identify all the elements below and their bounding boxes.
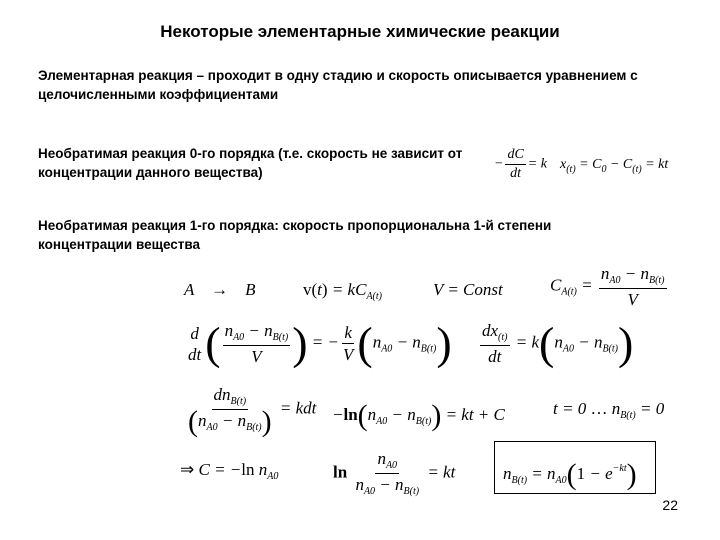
- constant-volume: V = Const: [433, 280, 503, 299]
- concentration-definition: $C_{A(t)}$ = $\frac{n_{A0} - n_{B(t)}}{V}$: [550, 264, 665, 309]
- zero-order-rate-equation: − $\frac{dC}{dt}$ = k: [494, 147, 547, 181]
- integration-constant: ⇒ C = −ln $n_{A0}$: [180, 460, 279, 482]
- final-result: $n_{B(t)} = n_{A0}(1 - e^{-kt})$: [503, 458, 637, 491]
- page-number: 22: [662, 497, 678, 513]
- log-ratio-equation: ln $\frac{n_{A0}}{n_{A0} - n_{B(t)}}$ = kt: [333, 449, 456, 497]
- separated-variables: $\frac{dn_{B(t)}}{(n_{A0} - n_{B(t)})}$ = kdt: [188, 385, 317, 439]
- intro-paragraph: Элементарная реакция – проходит в одну стадию и скорость описывается уравнением с целочисленными коэффициентами: [38, 68, 638, 102]
- integrated-log-equation: $-\ln(n_{A0} - n_{B(t)})$ = kt + C: [332, 399, 505, 432]
- zero-order-paragraph: Необратимая реакция 0-го порядка (т.е. скорость не зависит от концентрации данного вещества): [38, 146, 463, 180]
- slide-title: Некоторые элементарные химические реакции: [160, 22, 560, 41]
- zero-order-integrated-equation: $x_{(t)} = C_0 - C_{(t)}$ = kt: [560, 157, 669, 175]
- initial-condition: t = 0 … $n_{B(t)} = 0$: [553, 399, 665, 421]
- extent-differential-equation: $\frac{dx_{(t)}}{dt}$ = $k(n_{A0} - n_{B(t)})$: [482, 317, 634, 369]
- rate-law: $v(t) = kC_{A(t)}$: [303, 280, 382, 302]
- differential-equation: d dt ( $\frac{n_{A0} - n_{B(t)}}{V}$ ) = − $\frac{k}{V}$ $(n_{A0} - n_{B(t)})$: [188, 317, 452, 369]
- reaction-scheme: A → B: [184, 280, 256, 299]
- first-order-paragraph: Необратимая реакция 1-го порядка: скорость пропорциональна 1-й степени концентрации вещества: [38, 218, 552, 252]
